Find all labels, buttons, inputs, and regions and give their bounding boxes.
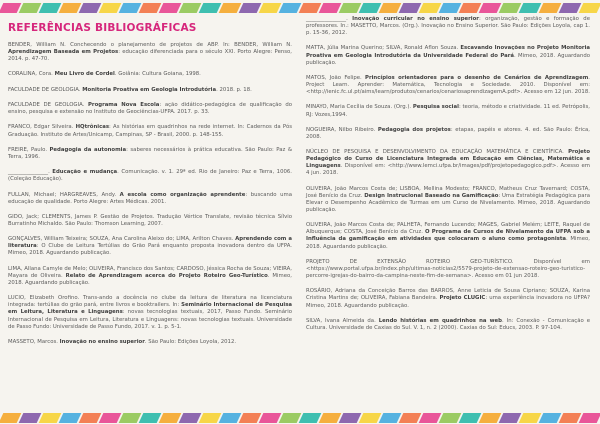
- reference-list-right: [306, 16, 590, 332]
- reference-pre-text: FACULDADE DE GEOLOGIA.: [8, 86, 83, 93]
- reference-pre-text: MATOS, João Felipe.: [306, 74, 366, 81]
- reference-bold-text: Aprendizagem Baseada em Projetos: [8, 49, 119, 56]
- reference-pre-text: SILVA, Ivana Almeida da.: [306, 317, 379, 324]
- reference-post-text: . Goiânia: Cultura Goiana, 1998.: [114, 71, 201, 78]
- reference-bold-text: Seminário Internacional de Pesquisa em Leitura, Literatura e Linguagens: [8, 302, 292, 316]
- reference-pre-text: OLIVEIRA, João Marcos Costa de; LISBOA, Mellina Modesto; FRANCO, Matheus Cruz Tavernard; COSTA, José Benício da Cruz.: [306, 185, 590, 199]
- reference-pre-text: GONÇALVES, William Teixeira; SOUZA, Ana Carolina Aleixo do; LIMA, Arilton Chaves.: [8, 236, 236, 243]
- decorative-border-top: [0, 0, 600, 14]
- reference-pre-text: NÚCLEO DE PESQUISA E DESENVOLVIMENTO DA EDUCAÇÃO MATEMÁTICA E CIENTÍFICA.: [306, 149, 569, 156]
- reference-entry: [306, 222, 590, 250]
- reference-post-text: . São Paulo: Edições Loyola, 2012.: [144, 338, 237, 345]
- reference-entry: [8, 266, 292, 287]
- reference-entry: [8, 147, 292, 161]
- reference-post-text: : saberes necessários à prática educativa. São Paulo: Paz & Terra, 1996.: [8, 146, 292, 160]
- reference-pre-text: LUCIO, Elizabeth Orofino. Trans-ando a docência no clube da leitura de literatura na licenciatura integrada: tertúlias do grão pará, entre livros e booktrailers. In:: [8, 295, 292, 309]
- reference-post-text: . Mimeo, 2018. Aguardando publicação.: [306, 52, 590, 66]
- decorative-shape: [579, 413, 600, 423]
- reference-pre-text: GIDO, Jack; CLEMENTS, James P. Gestão de Projetos. Tradução Vértice Translate, revisão técnica Sílvio Burratinho Michaldo. São Paulo: Thomson Learning, 2007.: [8, 213, 292, 227]
- reference-bold-text: Escavando Inovações no Projeto Monitoria Proativa em Geologia Introdutória da Universidade Federal do Pará: [306, 45, 591, 59]
- reference-post-text: : uma experiência inovadora no UFPA? Mimeo, 2018. Aguardando publicação.: [306, 295, 590, 309]
- reference-bold-text: Design Instrucional Baseado na Gamificação: [364, 192, 499, 199]
- reference-entry: [306, 186, 590, 214]
- reference-entry: [306, 104, 590, 118]
- reference-entry: [306, 45, 590, 66]
- reference-post-text: : O Clube de Leitura Tertúlias do Grão Pará enquanto proposta inovadora dentro da UFPA. Mimeo, 2018. Aguardando publicação.: [8, 243, 292, 257]
- reference-bold-text: Educação e mudança: [52, 169, 118, 176]
- decorative-shape: [579, 3, 600, 13]
- reference-post-text: : teoria, método e criatividade. 11 ed. Petrópolis, RJ: Vozes,1994.: [306, 104, 591, 118]
- reference-pre-text: FRANCO, Edgar Silveira.: [8, 124, 76, 131]
- reference-pre-text: _______________.: [306, 16, 353, 22]
- reference-entry: [306, 149, 590, 177]
- reference-bold-text: Pedagogia da autonomia: [49, 146, 127, 153]
- reference-post-text: : novas tecnologias textuais, 2017, Passo Fundo. Seminário Internacional de Pesquisa em Leitura, Literatura e Linguagens: novas tecnologias textuais. Universidade de Passo Fundo: Universidade de Passo Fundo, 2017. v. 1. p. 5-1.: [8, 309, 292, 330]
- reference-bold-text: Programa Nova Escola: [88, 102, 160, 109]
- reference-bold-text: Aprendendo com a literatura: [8, 236, 292, 250]
- reference-entry: [8, 169, 292, 183]
- reference-bold-text: O Programa de Cursos de Nivelamento da UFPA sob a Influência da gamificação em atividades que colocaram o aluno como protagonista: [306, 229, 590, 243]
- reference-pre-text: BENDER, William N. Conchecendo o planejamento de projetos de ABP. In: BENDER, William N.: [8, 42, 292, 48]
- reference-bold-text: Relato de Aprendizagem acerca do Projeto Roteiro Geo-Turístico: [65, 272, 268, 279]
- reference-entry: [306, 288, 590, 309]
- reference-pre-text: LIMA, Allana Camyle de Melo; OLIVEIRA, Francisco dos Santos; CARDOSO, Jéssica Rocha de Souza; VIEIRA, Mayara de Oliveira.: [8, 265, 292, 279]
- reference-pre-text: NOGUEIRA, Nilbo Ribeiro.: [306, 126, 378, 133]
- reference-post-text: . Disponível em: <http://www.lemci.ufpa.br/images/pdf/projetopedagogico.pdf>. Acesso em 4 jun. 2018.: [306, 163, 590, 177]
- reference-bold-text: Projeto CLUGIC: [439, 295, 486, 302]
- reference-pre-text: MATTA, Júlia Marina Querino; SILVA, Ronald Aflon Souza.: [306, 45, 461, 52]
- reference-pre-text: PROJETO DE EXTENSÃO ROTEIRO GEO-TURÍSTICO. Disponível em <https://www.portal.ufpa.br/index.php/ultimas-noticias2/5579-projeto-de-extensao-roteiro-geo-turistico-percorre-igrejas-do-bairro-da-campina-neste-fim-de-semana>. Acesso em 01 jun 2018.: [306, 258, 590, 280]
- reference-entry: [8, 71, 292, 78]
- reference-bold-text: Pedagogia dos projetos: [377, 126, 451, 133]
- reference-entry: [8, 87, 292, 94]
- reference-entry: [306, 75, 590, 96]
- reference-entry: [8, 339, 292, 346]
- right-column: [306, 16, 590, 340]
- reference-entry: [306, 16, 590, 37]
- reference-bold-text: Lendo histórias em quadrinhos na web: [378, 317, 503, 324]
- reference-post-text: . 2018. p. 18.: [216, 86, 252, 93]
- reference-list-left: [8, 42, 292, 346]
- reference-pre-text: MINAYO, Maria Cecília de Souza. (Org.).: [306, 104, 413, 111]
- reference-pre-text: ROSÁRIO, Adriana da Conceição Barros das BARROS, Anne Leticia de Sousa Cipriano; SOUZA, Karina Cristina Martins de; OLIVEIRA, Fabiana Bandeira.: [306, 288, 590, 302]
- reference-post-text: . Mimeo, 2018. Aguardando publicação.: [306, 236, 590, 250]
- reference-entry: [8, 42, 292, 63]
- reference-post-text: : educação diferenciada para o século XXI. Porto Alegre: Penso, 2014. p. 47-70.: [8, 49, 292, 63]
- reference-bold-text: Projeto Pedagógico do Curso de Licenciatura Integrada em Educação em Ciências, Matemática e Linguagens: [306, 149, 590, 170]
- reference-post-text: . Comunicação. v. 1. 29ª ed. Rio de Janeiro: Paz e Terra, 1006. (Coleção Educação).: [8, 169, 292, 183]
- reference-post-text: : organização, gestão e formação de professores. In.: MASETTO, Marcos. (Org.). Inovação no Ensino Superior. São Paulo: Edições Loyola, cap 1. p. 15-36, 2012.: [306, 16, 590, 37]
- page-title: REFERÊNCIAS BIBLIOGRÁFICAS: [8, 22, 197, 34]
- reference-entry: [8, 236, 292, 257]
- reference-entry: [306, 259, 590, 280]
- reference-post-text: : As histórias em quadrinhos na rede internet. In: Cadernos da Pós Graduação. Instituto de Artes/Unicamp, Campinas, SP - Brasil, 2000. p. 148-155.: [8, 124, 292, 138]
- reference-bold-text: Inovação curricular no ensino superior: [352, 16, 479, 22]
- reference-post-text: : buscando uma educação de qualidade. Porto Alegre: Artes Médicas. 2001.: [8, 191, 293, 205]
- reference-pre-text: FACULDADE DE GEOLOGIA.: [8, 102, 89, 109]
- reference-pre-text: FREIRE, Paulo.: [8, 146, 50, 153]
- reference-entry: [8, 124, 292, 138]
- reference-pre-text: OLIVEIRA, João Marcos Costa de; PALHETA, Fernando Lucendo; MAGES, Gabriel Melém; LEITE, Raquel de Albuquerque; COSTA, José Benício da Cruz.: [306, 222, 590, 236]
- reference-post-text: : Uma Estratégia Pedagógica para Elevar o Desempenho Acadêmico de Turmas em um Curso de Nivelamento. Mimeo, 2018. Aguardando publicação.: [306, 192, 591, 213]
- reference-post-text: . In: Conexão - Comunicação e Cultura. Universidade de Caxias do Sul. V. 1, n. 2 (2000). Caxias do Sul: Educs, 2003. P. 97-104.: [306, 317, 590, 331]
- reference-pre-text: CORALINA, Cora.: [8, 71, 55, 78]
- reference-bold-text: Princípios orientadores para o desenho de Cenários de Aprendizagem: [365, 74, 589, 81]
- reference-entry: [8, 295, 292, 330]
- reference-entry: [306, 127, 590, 141]
- reference-entry: [306, 318, 590, 332]
- reference-bold-text: Monitoria Proativa em Geologia Introdutória: [82, 86, 217, 93]
- decorative-border-bottom: [0, 410, 600, 424]
- reference-bold-text: Inovação no ensino superior: [59, 338, 145, 345]
- reference-pre-text: FULLAN, Michael; HARGREAVES, Andy.: [8, 191, 120, 198]
- reference-entry: [8, 102, 292, 116]
- reference-post-text: . Mimeo, 2018. Aguardando publicação.: [8, 272, 292, 286]
- reference-bold-text: A escola como organização aprendente: [119, 191, 246, 198]
- reference-post-text: : etapas, papéis e atores. 4. ed. São Paulo: Érica, 2008.: [306, 126, 590, 140]
- reference-post-text: : ação didático-pedagógica de qualificação do ensino, pesquisa e extensão no Instituto de Geociências-UFPA. 2017. p. 33.: [8, 102, 292, 116]
- reference-entry: [8, 214, 292, 228]
- reference-bold-text: HQtrônicas: [75, 124, 110, 131]
- reference-entry: [8, 192, 292, 206]
- left-column: [8, 16, 292, 354]
- reference-post-text: . Project Learn. Aprender: Matemática, Tecnologia e Sociedade. 2010. Disponível em: <http://ienic.fc.ul.pt/aims/learn/produtos/cenarios/cenariosaprendizagemA.pdf>. Acesso em 12 jun. 2018.: [306, 74, 590, 96]
- reference-pre-text: MASSETO, Marcos.: [8, 338, 60, 345]
- reference-pre-text: _______________.: [8, 169, 53, 176]
- reference-bold-text: Meu Livro de Cordel: [54, 71, 115, 78]
- reference-bold-text: Pesquisa social: [412, 104, 459, 111]
